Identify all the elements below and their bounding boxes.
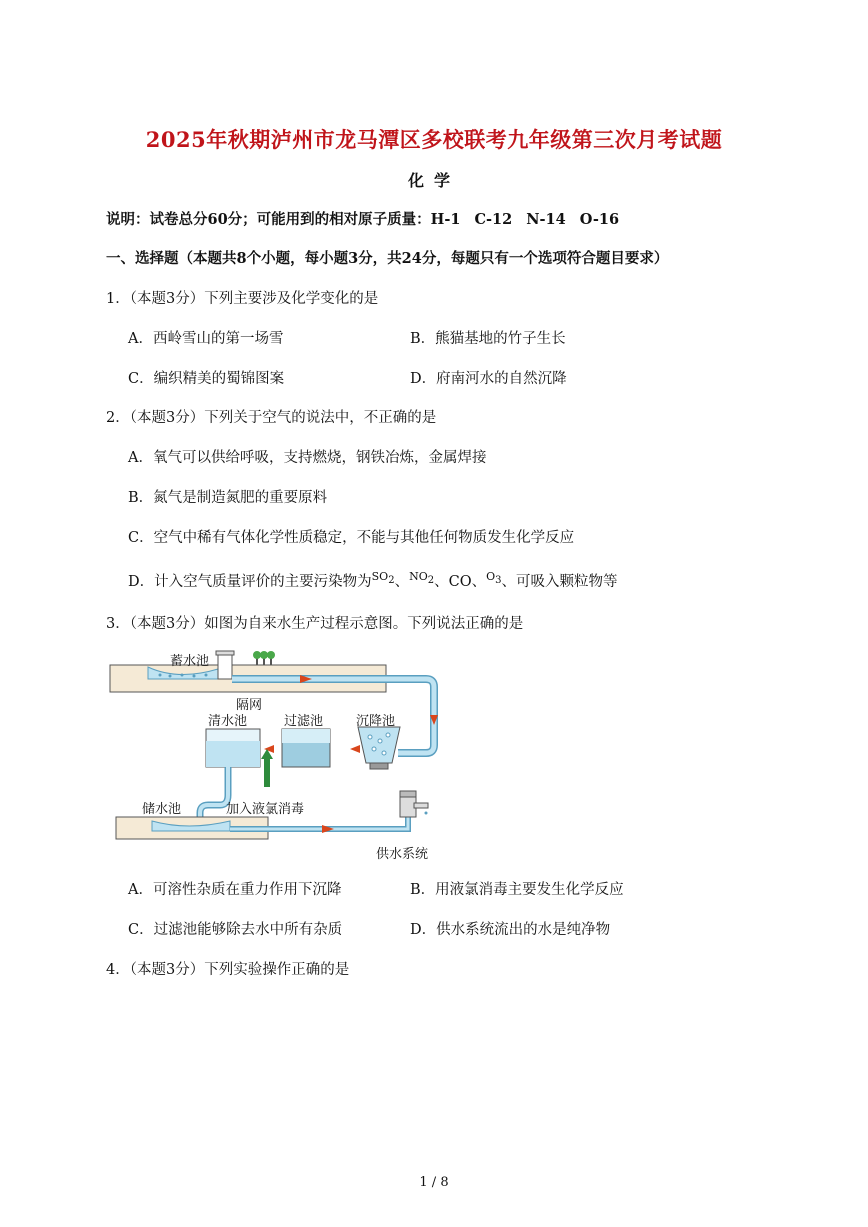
page-number: 1 / 8 <box>419 1175 449 1190</box>
separator: 、CO、 <box>434 574 487 590</box>
atom-mass: N-14 <box>526 211 566 228</box>
question-4: 4．（本题3分）下列实验操作正确的是 <box>106 962 350 978</box>
option-3a: A．可溶性杂质在重力作用下沉降 <box>128 882 342 898</box>
note-text: 说明：试卷总分60分；可能用到的相对原子质量：H-1 <box>106 211 461 228</box>
settling-tank <box>358 727 400 763</box>
question-3: 3．（本题3分）如图为自来水生产过程示意图。下列说法正确的是 <box>106 616 524 632</box>
label-reservoir: 蓄水池 <box>170 654 210 669</box>
atom-mass: O-16 <box>579 211 620 228</box>
question-1: 1．（本题3分）下列主要涉及化学变化的是 <box>106 291 379 307</box>
faucet-icon <box>400 791 428 817</box>
formula-so2 <box>371 570 395 586</box>
intake-tower <box>218 653 232 679</box>
option-2b: B．氮气是制造氮肥的重要原料 <box>128 490 328 506</box>
water-treatment-diagram <box>108 645 448 865</box>
label-filter: 过滤池 <box>284 714 324 729</box>
exam-note <box>106 208 619 229</box>
section-heading: 一、选择题（本题共8个小题，每小题3分，共24分，每题只有一个选项符合题目要求） <box>106 250 669 267</box>
label-screen: 隔网 <box>236 698 263 713</box>
option-3d: D．供水系统流出的水是纯净物 <box>410 922 611 938</box>
flow-arrow <box>350 745 360 753</box>
separator: 、 <box>394 574 410 590</box>
formula-sub: 2 <box>388 575 395 586</box>
option-1a: A．西岭雪山的第一场雪 <box>128 331 284 347</box>
option-3c: C．过滤池能够除去水中所有杂质 <box>128 922 343 938</box>
chlorine-arrow <box>264 757 270 787</box>
option-2d <box>128 570 617 591</box>
question-2: 2．（本题3分）下列关于空气的说法中，不正确的是 <box>106 410 437 426</box>
label-clear-water: 清水池 <box>208 714 248 729</box>
option-1d: D．府南河水的自然沉降 <box>410 371 567 387</box>
page-title: 2025年秋期泸州市龙马潭区多校联考九年级第三次月考试题 <box>145 127 723 152</box>
subject-heading: 化学 <box>407 171 460 190</box>
option-2c: C．空气中稀有气体化学性质稳定，不能与其他任何物质发生化学反应 <box>128 530 575 546</box>
option-1c: C．编织精美的蜀锦图案 <box>128 371 285 387</box>
formula-no2 <box>409 570 435 586</box>
option-1b: B．熊猫基地的竹子生长 <box>410 331 566 347</box>
formula-o3 <box>486 570 502 586</box>
formula-sub: 3 <box>495 575 502 586</box>
atom-mass: C-12 <box>474 211 513 228</box>
option-2a: A．氧气可以供给呼吸，支持燃烧，钢铁冶炼，金属焊接 <box>128 450 487 466</box>
tree-icon <box>253 651 275 665</box>
formula-so: SO <box>371 570 389 583</box>
option-3b: B．用液氯消毒主要发生化学反应 <box>410 882 624 898</box>
label-settling: 沉降池 <box>356 714 396 729</box>
label-supply: 供水系统 <box>376 847 429 862</box>
formula-o: O <box>486 570 496 583</box>
label-storage: 储水池 <box>142 802 182 817</box>
option-2d-suffix: 、可吸入颗粒物等 <box>501 574 618 590</box>
formula-no: NO <box>409 570 428 583</box>
formula-sub: 2 <box>427 575 435 586</box>
label-chlorine: 加入液氯消毒 <box>226 802 305 817</box>
option-2d-prefix: D．计入空气质量评价的主要污染物为 <box>128 574 372 590</box>
